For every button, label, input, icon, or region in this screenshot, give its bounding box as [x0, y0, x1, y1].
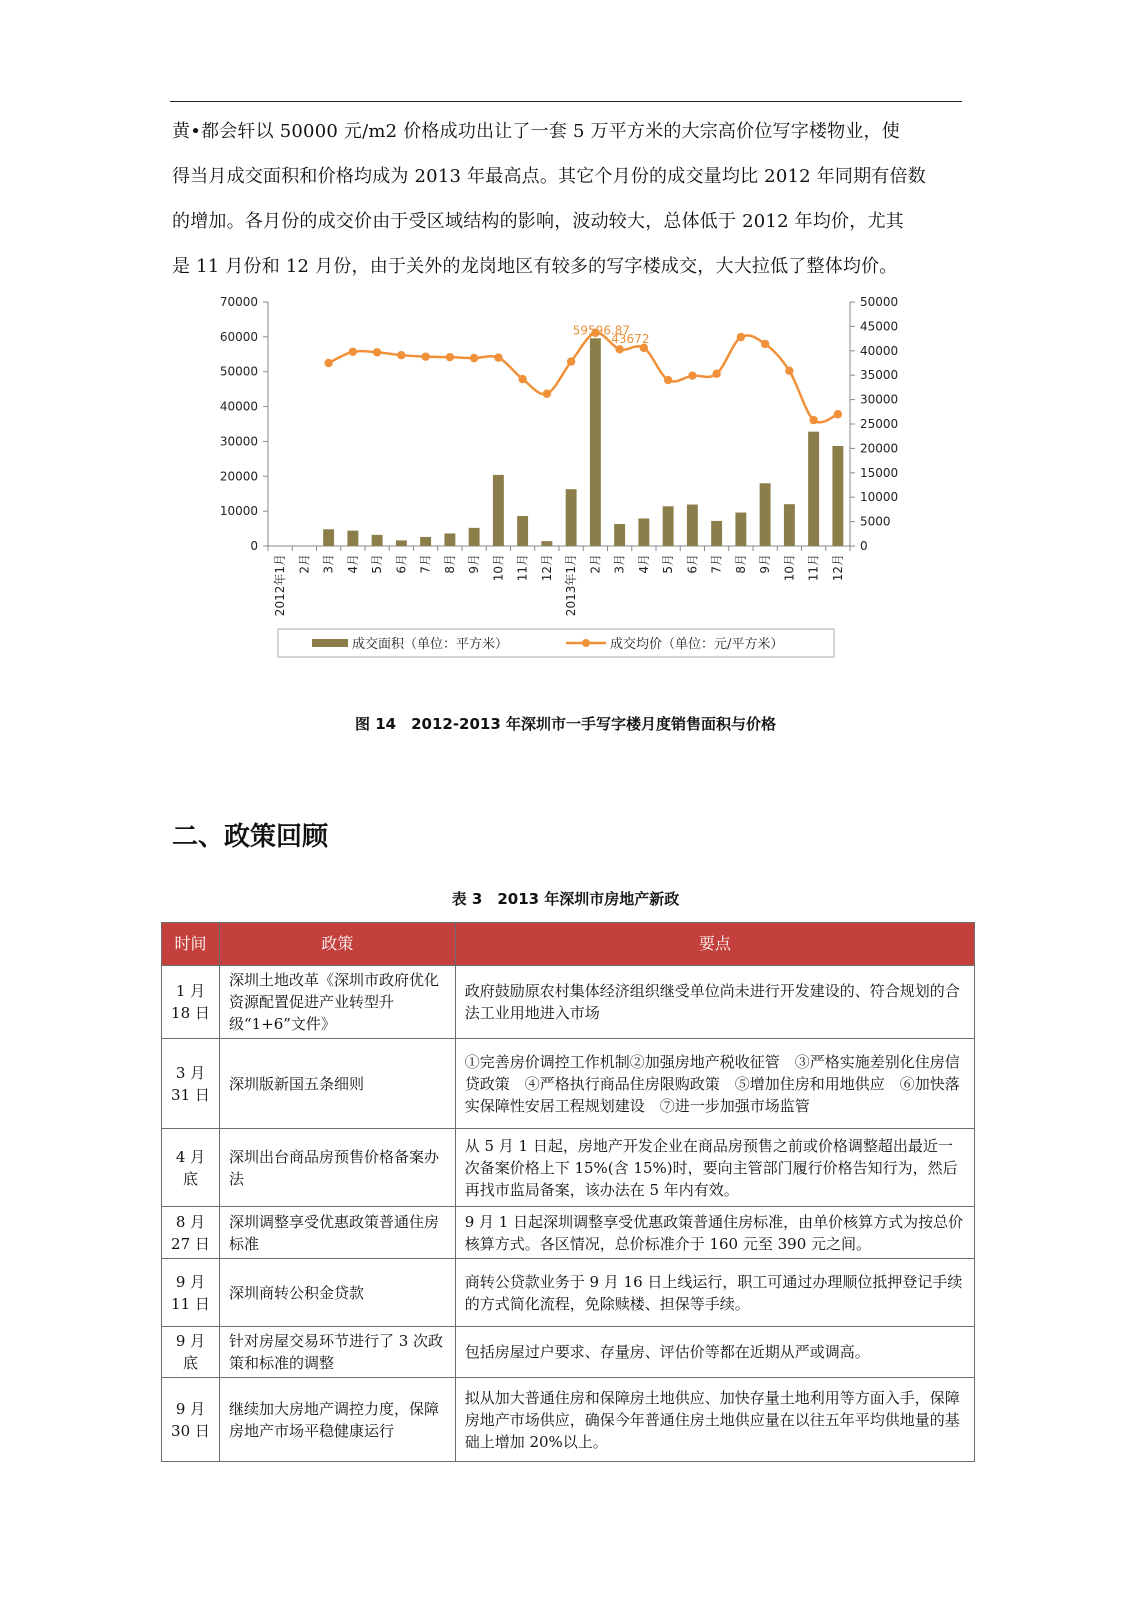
date-day: 11 日 — [171, 1294, 210, 1313]
section-heading: 二、政策回顾 — [172, 822, 329, 852]
x-tick-label: 2012年1月 — [273, 554, 288, 617]
table-row — [162, 1207, 975, 1259]
price-line — [329, 333, 838, 423]
date-cell — [162, 1129, 220, 1207]
header-policy: 政策 — [219, 923, 455, 966]
table-caption: 表 3 2013 年深圳市房地产新政 — [451, 890, 680, 908]
x-tick-label: 5月 — [370, 554, 385, 574]
table-row — [162, 1378, 975, 1462]
points-cell: 商转公贷款业务于 9 月 16 日上线运行，职工可通过办理顺位抵押登记手续的方式简化流程，免除赎楼、担保等手续。 — [455, 1259, 974, 1327]
points-cell: ①完善房价调控工作机制②加强房地产税收征管 ③严格实施差别化住房信贷政策 ④严格执行商品住房限购政策 ⑤增加住房和用地供应 ⑥加快落实保障性安居工程规划建设 ⑦进一步加强市场监管 — [455, 1039, 974, 1129]
x-tick-label: 9月 — [467, 554, 482, 574]
y-right-tick-label: 40000 — [860, 343, 899, 358]
policy-cell: 深圳调整享受优惠政策普通住房标准 — [219, 1207, 455, 1259]
price-point — [373, 348, 381, 356]
price-point — [615, 345, 623, 353]
x-tick-label: 3月 — [612, 554, 627, 574]
date-cell — [162, 1259, 220, 1327]
price-point — [712, 370, 720, 378]
x-tick-label: 8月 — [733, 554, 748, 574]
paragraph-line: 得当月成交面积和价格均成为 2013 年最高点。其它个月份的成交量均比 2012 年同期有倍数 — [172, 166, 926, 187]
y-left-tick-label: 50000 — [219, 364, 258, 379]
bar — [444, 533, 455, 546]
x-tick-label: 2013年1月 — [564, 554, 579, 617]
body-paragraph — [172, 109, 964, 289]
x-tick-label: 9月 — [758, 554, 773, 574]
points-cell: 拟从加大普通住房和保障房土地供应、加快存量土地利用等方面入手，保障房地产市场供应，确保今年普通住房土地供应量在以往五年平均供地量的基础上增加 20%以上。 — [455, 1378, 974, 1462]
date-day: 31 日 — [171, 1085, 210, 1104]
date-month: 8 月 — [175, 1212, 206, 1231]
x-tick-label: 5月 — [661, 554, 676, 574]
bar — [711, 521, 722, 546]
date-month: 9 月 — [175, 1399, 206, 1418]
y-right-tick-label: 25000 — [860, 417, 899, 431]
bar — [493, 475, 504, 546]
x-tick-label: 10月 — [491, 554, 506, 582]
y-right-tick-label: 50000 — [860, 296, 899, 309]
policy-cell: 深圳版新国五条细则 — [219, 1039, 455, 1129]
date-day: 18 日 — [171, 1004, 210, 1022]
y-left-tick-label: 0 — [250, 539, 258, 553]
y-right-tick-label: 45000 — [860, 319, 899, 334]
y-left-tick-label: 60000 — [219, 329, 258, 344]
points-cell: 政府鼓励原农村集体经济组织继受单位尚未进行开发建设的、符合规划的合法工业用地进入市场 — [455, 966, 974, 1039]
y-right-tick-label: 0 — [860, 539, 868, 553]
header-points: 要点 — [455, 923, 974, 966]
price-point — [421, 352, 429, 360]
points-cell: 9 月 1 日起深圳调整享受优惠政策普通住房标准，由单价核算方式为按总价核算方式。各区情况，总价标准介于 160 元至 390 元之间。 — [455, 1207, 974, 1259]
table-row — [162, 1327, 975, 1378]
price-point — [688, 371, 696, 379]
line-data-label: 43672 — [611, 331, 650, 346]
bar — [638, 518, 649, 546]
date-day: 30 日 — [171, 1421, 210, 1440]
y-right-tick-label: 20000 — [860, 441, 899, 456]
bar — [760, 483, 771, 546]
policy-cell: 深圳出台商品房预售价格备案办法 — [219, 1129, 455, 1207]
x-tick-label: 11月 — [806, 554, 821, 582]
date-cell — [162, 966, 220, 1039]
table-row — [162, 1039, 975, 1129]
bar — [372, 535, 383, 546]
bar — [808, 432, 819, 546]
policy-cell: 深圳商转公积金贷款 — [219, 1259, 455, 1327]
y-right-tick-label: 10000 — [860, 490, 899, 505]
date-day: 27 日 — [171, 1234, 210, 1253]
bar — [832, 446, 843, 546]
price-point — [470, 354, 478, 362]
date-day: 底 — [182, 1354, 198, 1372]
price-point — [737, 333, 745, 341]
x-tick-label: 6月 — [394, 554, 409, 574]
legend-label-line: 成交均价（单位：元/平方米） — [610, 637, 784, 652]
y-right-tick-label: 5000 — [860, 514, 891, 529]
y-right-tick-label: 30000 — [860, 392, 899, 407]
date-month: 4 月 — [175, 1147, 206, 1166]
y-right-tick-label: 35000 — [860, 368, 899, 383]
policy-cell: 继续加大房地产调控力度，保障房地产市场平稳健康运行 — [219, 1378, 455, 1462]
date-cell — [162, 1327, 220, 1378]
x-tick-label: 12月 — [830, 554, 845, 582]
y-left-tick-label: 20000 — [219, 469, 258, 484]
price-point — [349, 348, 357, 356]
legend-swatch-marker — [582, 639, 590, 647]
policy-cell: 针对房屋交易环节进行了 3 次政策和标准的调整 — [219, 1327, 455, 1378]
price-point — [494, 353, 502, 361]
x-tick-label: 3月 — [321, 554, 336, 574]
price-point — [567, 357, 575, 365]
date-month: 3 月 — [175, 1063, 206, 1082]
x-tick-label: 6月 — [685, 554, 700, 574]
x-tick-label: 7月 — [418, 554, 433, 574]
price-point — [543, 390, 551, 398]
bar — [323, 529, 334, 546]
table-row — [162, 1259, 975, 1327]
figure-caption: 图 14 2012-2013 年深圳市一手写字楼月度销售面积与价格 — [354, 715, 777, 733]
bar — [396, 540, 407, 546]
x-tick-label: 2月 — [588, 554, 603, 574]
price-point — [834, 410, 842, 418]
date-month: 9 月 — [175, 1332, 206, 1350]
bar — [663, 506, 674, 546]
bar — [469, 528, 480, 546]
y-right-tick-label: 15000 — [860, 465, 899, 480]
bar — [614, 524, 625, 546]
sales-area-price-chart — [200, 296, 920, 686]
x-tick-label: 10月 — [782, 554, 797, 582]
bar — [541, 541, 552, 546]
date-day: 底 — [182, 1169, 198, 1188]
date-cell — [162, 1207, 220, 1259]
date-month: 1 月 — [175, 982, 206, 1000]
x-tick-label: 2月 — [297, 554, 312, 574]
legend-swatch-bars — [312, 639, 348, 647]
price-point — [809, 416, 817, 424]
table-row — [162, 1129, 975, 1207]
paragraph-line: 的增加。各月份的成交价由于受区域结构的影响，波动较大，总体低于 2012 年均价，尤其 — [172, 211, 904, 232]
y-left-tick-label: 10000 — [219, 504, 258, 519]
bar — [687, 505, 698, 546]
date-cell — [162, 1039, 220, 1129]
date-cell — [162, 1378, 220, 1462]
bar — [517, 516, 528, 546]
x-tick-label: 12月 — [539, 554, 554, 582]
x-tick-label: 4月 — [636, 554, 651, 574]
price-point — [664, 376, 672, 384]
header-rule — [170, 101, 962, 102]
bar — [566, 489, 577, 546]
price-point — [785, 367, 793, 375]
legend-label-bars: 成交面积（单位：平方米） — [352, 637, 509, 652]
table-row — [162, 966, 975, 1039]
header-time: 时间 — [162, 923, 220, 966]
bar — [590, 338, 601, 546]
y-left-tick-label: 30000 — [219, 434, 258, 449]
bar — [735, 513, 746, 546]
price-point — [446, 353, 454, 361]
y-left-tick-label: 70000 — [219, 296, 258, 309]
table-header-row — [162, 923, 975, 966]
price-point — [761, 340, 769, 348]
bar-data-label: 59596.87 — [572, 323, 631, 338]
x-tick-label: 4月 — [345, 554, 360, 574]
bar — [784, 504, 795, 546]
points-cell: 包括房屋过户要求、存量房、评估价等都在近期从严或调高。 — [455, 1327, 974, 1378]
x-tick-label: 8月 — [442, 554, 457, 574]
policy-cell: 深圳土地改革《深圳市政府优化资源配置促进产业转型升级“1+6”文件》 — [219, 966, 455, 1039]
price-point — [324, 359, 332, 367]
x-tick-label: 7月 — [709, 554, 724, 574]
points-cell: 从 5 月 1 日起，房地产开发企业在商品房预售之前或价格调整超出最近一次备案价格上下 15%(含 15%)时，要向主管部门履行价格告知行为，然后再找市监局备案，该办法在 5 年内有效。 — [455, 1129, 974, 1207]
y-left-tick-label: 40000 — [219, 399, 258, 414]
date-month: 9 月 — [175, 1272, 206, 1291]
policy-table — [161, 922, 975, 1462]
paragraph-line: 是 11 月份和 12 月份，由于关外的龙岗地区有较多的写字楼成交，大大拉低了整体均价。 — [172, 256, 898, 277]
price-point — [397, 351, 405, 359]
paragraph-line: 黄•都会轩以 50000 元/m2 价格成功出让了一套 5 万平方米的大宗高价位写字楼物业，使 — [172, 121, 900, 142]
price-point — [518, 375, 526, 383]
bar — [347, 531, 358, 546]
x-tick-label: 11月 — [515, 554, 530, 582]
bar — [420, 537, 431, 546]
